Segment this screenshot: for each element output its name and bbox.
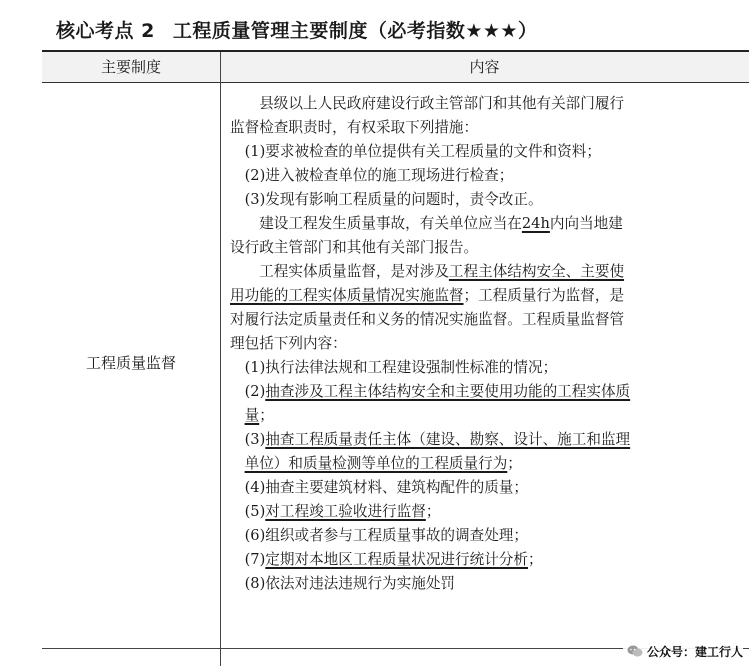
accident-text: 建设工程发生质量事故，有关单位应当在 [259, 215, 522, 232]
watermark-text: 公众号：建工行人 [646, 645, 743, 659]
supervision-text: ；工程质量行为监督，是对履行法定质量责任和义务的情况实施监督。工程质量监督管理包括下列内容： [230, 287, 625, 352]
supervision-item [230, 500, 634, 524]
supervision-item [230, 476, 634, 500]
item-text: 组织或者参与工程质量事故的调查处理； [265, 527, 528, 544]
item-number: (5) [244, 503, 266, 520]
header-content: 内容 [469, 58, 500, 76]
supervision-item [230, 572, 634, 596]
item-text: 抽查主要建筑材料、建筑构配件的质量； [265, 479, 528, 496]
intro-paragraph: 县级以上人民政府建设行政主管部门和其他有关部门履行监督检查职责时，有权采取下列措施： [230, 95, 625, 136]
supervision-item [230, 380, 634, 428]
section-heading: 工程质量管理主要制度（必考指数★★★） [172, 20, 538, 42]
item-text: ； [425, 503, 441, 520]
item-text: ； [259, 407, 274, 424]
watermark [623, 642, 743, 662]
supervision-underline: 工程主体结构安全、主要使用功能的工程实体质量情况实施监督 [230, 263, 625, 304]
item-number: (2) [244, 383, 266, 400]
supervision-text: 工程实体质量监督，是对涉及 [259, 263, 449, 280]
item-number: (4) [244, 479, 266, 496]
supervision-item [230, 356, 634, 380]
item-underlined: 抽查工程质量责任主体（建设、勘察、设计、施工和监理单位）和质量检测等单位的工程质量行为 [244, 431, 631, 472]
item-underlined: 对工程竣工验收进行监督 [265, 503, 426, 520]
supervision-items-list [230, 356, 634, 596]
item-text: 依法对违法违规行为实施处罚 [265, 575, 456, 592]
wechat-icon [627, 645, 643, 657]
column-divider [220, 52, 221, 666]
supervision-item [230, 428, 634, 476]
item-number: (7) [244, 551, 266, 568]
item-number: (8) [244, 575, 266, 592]
header-rule [42, 82, 749, 83]
item-text: 执行法律法规和工程建设强制性标准的情况； [265, 359, 558, 376]
measure-item: (3)发现有影响工程质量的问题时，责令改正。 [244, 191, 543, 208]
report-hours: 24h [521, 215, 550, 232]
system-name-cell: 工程质量监督 [85, 354, 176, 372]
measure-item: (2)进入被检查单位的施工现场进行检查； [244, 167, 514, 184]
item-underlined: 定期对本地区工程质量状况进行统计分析 [265, 551, 528, 568]
table-header-row [42, 52, 749, 82]
content-cell [230, 92, 634, 596]
accident-text: 内向当地建设行政主管部门和其他有关部门报告。 [230, 215, 623, 256]
section-label: 核心考点 2 [56, 20, 155, 42]
accident-paragraph [230, 212, 634, 260]
item-number: (1) [244, 359, 266, 376]
item-number: (3) [244, 431, 266, 448]
item-text: ； [527, 551, 543, 568]
section-title [56, 16, 537, 46]
supervision-paragraph [230, 260, 634, 356]
header-system: 主要制度 [100, 58, 161, 76]
supervision-item [230, 548, 634, 572]
item-number: (6) [244, 527, 266, 544]
measure-item: (1)要求被检查的单位提供有关工程质量的文件和资料； [244, 143, 601, 160]
supervision-item [230, 524, 634, 548]
item-underlined: 抽查涉及工程主体结构安全和主要使用功能的工程实体质量 [244, 383, 631, 424]
item-text: ； [507, 455, 522, 472]
